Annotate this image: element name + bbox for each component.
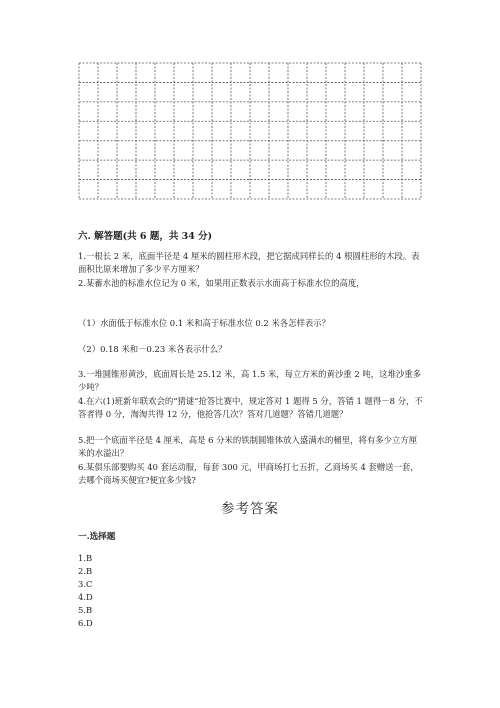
- question-2: 2.某蓄水池的标准水位记为 0 米，如果用正数表示水面高于标准水位的高度，: [78, 278, 365, 288]
- answer-item: 3.C: [78, 578, 93, 589]
- question-3: 3.一堆圆锥形黄沙，底面周长是 25.12 米，高 1.5 米，每立方米的黄沙重 2 吨，这堆沙重多少吨？: [78, 369, 421, 393]
- answer-item: 6.D: [78, 617, 93, 628]
- answer-title: 参考答案: [221, 501, 279, 517]
- writing-grid-lines: [78, 62, 422, 200]
- answer-item: 1.B: [78, 553, 93, 563]
- section-title: 六. 解答题(共 6 题，共 34 分): [78, 231, 213, 242]
- question-5: 5.把一个底面半径是 4 厘米，高是 6 分米的铁制圆锥体放入盛满水的桶里，将有多少立方厘米的水溢出？: [78, 435, 418, 459]
- answer-list: [78, 552, 93, 629]
- answer-section-title: 一.选择题: [78, 532, 116, 542]
- writing-grid: [78, 62, 422, 200]
- answer-item: 4.D: [78, 591, 93, 602]
- question-2-part-1: （1）水面低于标准水位 0.1 米和高于标准水位 0.2 米各怎样表示？: [78, 318, 330, 328]
- question-6: 6.某俱乐部要购买 40 套运动服，每套 300 元，甲商场打七五折，乙商场买 4 套赠送一套，去哪个商场买便宜?便宜多少钱?: [78, 462, 419, 486]
- question-2-part-2: （2）0.18 米和－0.23 米各表示什么？: [78, 344, 227, 354]
- answer-item: 2.B: [78, 565, 93, 576]
- answer-item: 5.B: [78, 604, 93, 615]
- question-4: 4.在六(1)班新年联欢会的“猜谜”抢答比赛中，规定答对 1 题得 5 分，答错 1 题得－8 分，不答者得 0 分，淘淘共得 12 分，他抢答几次？答对几道题？答错几道题？: [78, 396, 423, 420]
- question-1: 1.一根长 2 米，底面半径是 4 厘米的圆柱形木段，把它据成同样长的 4 根圆柱形的木段。表面积比原来增加了多少平方厘米？: [78, 251, 420, 275]
